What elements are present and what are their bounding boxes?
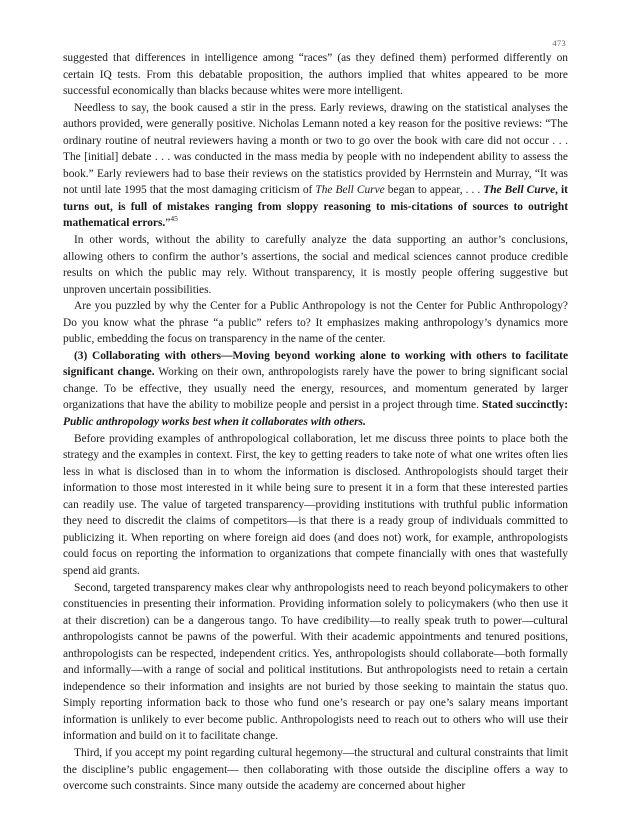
paragraph-1: suggested that differences in intelligence among “races” (as they defined them) performed differently on certain IQ tests. From this debatable proposition, the authors implied that whites appeared to be more successful economically than blacks because whites were more intelligent. <box>63 52 568 98</box>
paragraph-2 <box>63 100 568 232</box>
key-statement: Public anthropology works best when it collaborates with others. <box>63 416 366 429</box>
book-title-emphasis: The Bell Curve <box>483 184 556 197</box>
footnote-marker: 45 <box>170 214 178 224</box>
paragraph-4: Are you puzzled by why the Center for a Public Anthropology is not the Center for Public Anthropology? Do you know what the phrase “a public” refers to? It emphasizes making anthropology’s dynamics more public, embedding the focus on transparency in the name of the center. <box>63 300 568 346</box>
paragraph-2-text: Needless to say, the book caused a stir in the press. Early reviews, drawing on the statistical analyses the authors provided, were generally positive. Nicholas Lemann noted a key reason for the positive reviews: “The ordinary routine of neutral reviewers having a month or two to go over the book with care did not occur . . . The [initial] debate . . . was conducted in the mass media by people with no independent ability to assess the book.” Early reviewers had to base their reviews on the statistics provided by Herrnstein and Murray, “It was not until late 1995 that the most damaging criticism of <box>63 101 568 197</box>
paragraph-5-body: Working on their own, anthropologists rarely have the power to bring significant social change. To be effective, they usually need the energy, resources, and momentum generated by larger organizations that have the ability to mobilize people and persist in a project through time. <box>63 366 568 412</box>
page-number: 473 <box>552 38 566 48</box>
paragraph-7: Second, targeted transparency makes clear why anthropologists need to reach beyond policymakers to other constituencies in presenting their information. Providing information solely to policymakers (who then use it at their discretion) can be a dangerous tango. To have credibility—to really speak truth to power—cultural anthropologists cannot be pawns of the powerful. With their academic appointments and tenured positions, anthropologists can be respected, independent critics. Yes, anthropologists should collaborate—both formally and informally—with a range of social and political institutions. But anthropologists need to retain a certain independence so their information and insights are not buried by those seeking to maintain the status quo. Simply reporting information back to those who fund one’s research or pay one’s salary means important information is unlikely to ever become public. Anthropologists need to reach out to others who will use their information and build on it to facilitate change. <box>63 581 568 743</box>
paragraph-8: Third, if you accept my point regarding cultural hegemony—the structural and cultural constraints that limit the discipline’s public engagement— then collaborating with those outside the discipline offers a way to overcome such constraints. Since many outside the academy are concerned about higher <box>63 746 568 793</box>
book-title-reference: The Bell Curve <box>315 184 385 197</box>
paragraph-5 <box>63 348 568 431</box>
section-heading-collaborating: (3) Collaborating with others—Moving beyond working alone to working with others to facilitate significant change. <box>63 349 568 379</box>
closing-quote: ” <box>165 217 171 230</box>
paragraph-3: In other words, without the ability to carefully analyze the data supporting an author’s conclusions, allowing others to confirm the author’s assertions, the social and medical sciences cannot produce credible results on which the public may rely. Without transparency, it is mostly people offering suggestive but unproven uncertain possibilities. <box>63 234 568 296</box>
paragraph-2-text-continued: began to appear, . . . <box>384 184 484 197</box>
article-body <box>63 26 568 795</box>
quoted-emphasis: , it turns out, is full of mistakes ranging from sloppy reasoning to mis-citations of sources to outright mathematical errors. <box>63 184 568 230</box>
paragraph-6: Before providing examples of anthropological collaboration, let me discuss three points to place both the strategy and the examples in context. First, the key to getting readers to take note of what one writes often lies less in what is disclosed than in to whom the information is disclosed. Anthropologists should target their information to those most interested in it while being sure to present it in a form that these interested parties can readily use. The value of targeted transparency—providing institutions with truthful public information they need to discredit the claims of competitors—is that there is a ready group of individuals committed to publicizing it. When reporting on where foreign aid does (and does not) work, for example, anthropologists could focus on reporting the information to organizations that compete financially with ones that wastefully spend aid grants. <box>63 432 568 577</box>
stated-succinctly-label: Stated succinctly: <box>481 399 568 412</box>
